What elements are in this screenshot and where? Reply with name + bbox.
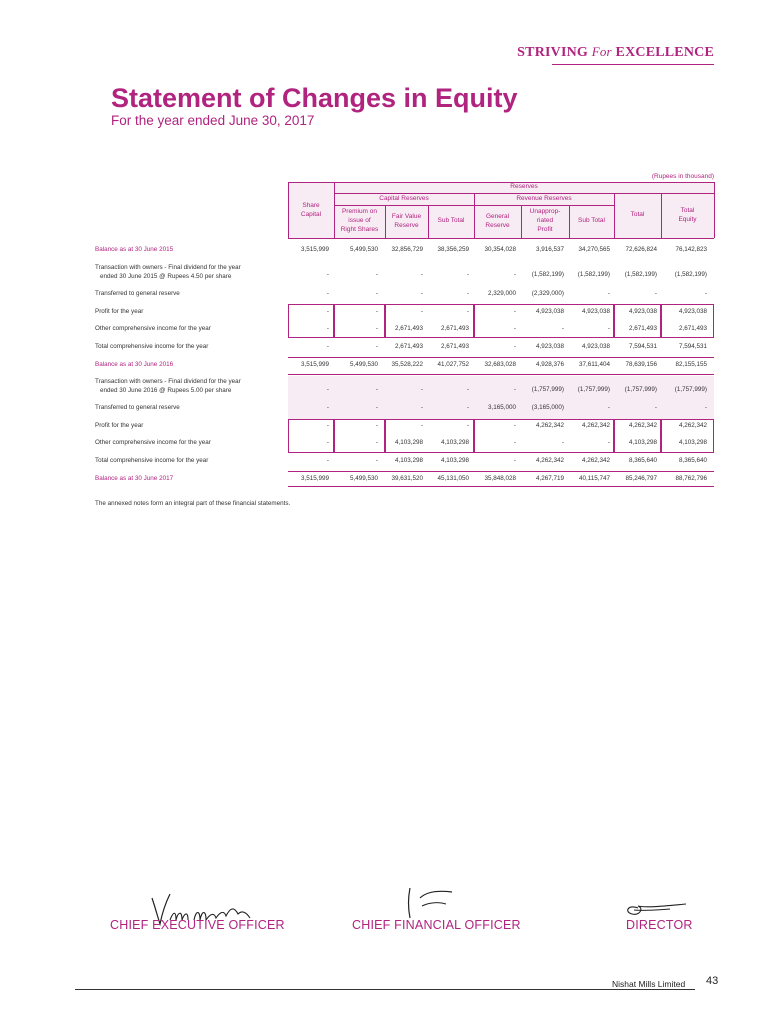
table-cell: - [326,386,329,393]
header-total-equity: Total Equity [678,206,697,223]
table-cell: 5,499,530 [349,475,378,482]
table-cell: - [420,404,423,411]
table-cell: - [704,290,707,297]
table-cell: 2,671,493 [394,325,423,332]
table-cell: - [420,422,423,429]
table-cell: - [607,404,610,411]
table-cell: 35,848,028 [484,475,516,482]
row-label: Other comprehensive income for the year [95,325,211,332]
table-cell: (1,582,199) [577,271,610,278]
table-cell: 5,499,530 [349,361,378,368]
row-label: Transferred to general reserve [95,290,180,297]
table-cell: - [607,439,610,446]
unit-note: (Rupees in thousand) [651,173,714,180]
table-cell: 4,262,342 [535,457,564,464]
table-cell: - [513,422,516,429]
header-total: Total [630,211,645,219]
table-cell: 4,923,038 [535,308,564,315]
table-row [288,386,714,396]
footnote: The annexed notes form an integral part of these financial statements. [95,500,291,507]
row-label: Balance as at 30 June 2015 [95,246,174,253]
table-cell: (1,582,199) [531,271,564,278]
table-cell: 2,671,493 [678,325,707,332]
table-cell: 4,262,342 [581,457,610,464]
header-unappropriated: Unapprop- riated Profit [529,208,561,233]
row-label: Profit for the year [95,422,144,429]
table-cell: - [375,439,378,446]
table-cell: 82,155,155 [675,361,707,368]
table-row [288,457,714,467]
table-cell: 3,916,537 [535,246,564,253]
table-cell: - [326,439,329,446]
header-share-capital: Share Capital [300,202,322,218]
vline-10 [714,182,715,238]
row-label: Balance as at 30 June 2017 [95,475,174,482]
table-cell: - [561,325,564,332]
row-label: Transferred to general reserve [95,404,180,411]
table-cell: - [375,404,378,411]
table-cell: 4,103,298 [440,457,469,464]
table-cell: - [420,386,423,393]
header-fair-value: Fair Value Reserve [391,212,422,229]
table-cell: 30,354,028 [484,246,516,253]
header-revenue-reserves: Revenue Reserves [516,194,572,202]
table-cell: - [466,308,469,315]
table-cell: 2,671,493 [628,325,657,332]
table-cell: (1,757,999) [531,386,564,393]
header-reserves: Reserves [510,183,538,191]
table-row [288,404,714,414]
rule-below-2017 [288,486,714,487]
row-label: Profit for the year [95,308,144,315]
ceo-title: CHIEF EXECUTIVE OFFICER [110,918,285,932]
table-cell: (1,757,999) [577,386,610,393]
table-cell: - [375,457,378,464]
brand-tagline: STRIVING For EXCELLENCE [517,44,714,60]
table-cell: - [326,422,329,429]
table-cell: 39,631,520 [391,475,423,482]
table-cell: 40,115,747 [578,475,610,482]
row-label: Transaction with owners - Final dividend for the year ended 30 June 2015 @ Rupees 4.50 per share [95,264,241,280]
table-cell: - [466,271,469,278]
table-cell: - [420,308,423,315]
table-cell: 4,923,038 [535,343,564,350]
table-cell: (2,329,000) [531,290,564,297]
table-cell: 4,103,298 [394,439,423,446]
table-cell: 38,356,259 [437,246,469,253]
table-cell: 7,594,531 [628,343,657,350]
table-cell: - [654,404,657,411]
table-cell: 32,856,729 [391,246,423,253]
table-cell: 4,267,719 [535,475,564,482]
table-cell: - [375,422,378,429]
table-cell: 4,923,038 [678,308,707,315]
table-cell: 4,262,342 [581,422,610,429]
table-cell: - [513,325,516,332]
page-title: Statement of Changes in Equity [111,83,518,113]
table-cell: - [326,457,329,464]
page-number: 43 [706,975,719,987]
table-cell: - [375,325,378,332]
table-cell: 3,515,999 [300,246,329,253]
table-cell: 41,027,752 [437,361,469,368]
table-cell: 7,594,531 [678,343,707,350]
table-cell: 2,671,493 [440,325,469,332]
director-title: DIRECTOR [626,918,693,932]
table-cell: - [326,404,329,411]
table-row [288,246,714,256]
table-cell: - [607,325,610,332]
table-cell: - [466,404,469,411]
table-cell: - [466,290,469,297]
header-capital-reserves: Capital Reserves [379,194,429,202]
table-cell: - [375,308,378,315]
page-subtitle: For the year ended June 30, 2017 [111,113,315,128]
table-cell: - [704,404,707,411]
table-cell: 2,329,000 [487,290,516,297]
table-row [288,343,714,353]
table-cell: - [326,290,329,297]
rule-below-2016 [288,374,714,375]
table-cell: - [561,439,564,446]
table-cell: (1,582,199) [674,271,707,278]
table-cell: 45,131,050 [437,475,469,482]
row-label: Balance as at 30 June 2016 [95,361,174,368]
table-cell: - [375,343,378,350]
rule-above-2017 [288,471,714,472]
table-cell: - [513,308,516,315]
table-cell: - [420,271,423,278]
brand-underline [552,64,714,65]
table-cell: - [466,422,469,429]
table-cell: - [513,439,516,446]
table-cell: 5,499,530 [349,246,378,253]
table-cell: 78,639,156 [625,361,657,368]
table-row [288,325,714,335]
table-cell: (1,757,999) [624,386,657,393]
table-cell: - [513,271,516,278]
header-general-reserve: General Reserve [485,212,510,229]
table-row [288,308,714,318]
cfo-title: CHIEF FINANCIAL OFFICER [352,918,521,932]
table-cell: 3,165,000 [487,404,516,411]
row-label: Other comprehensive income for the year [95,439,211,446]
table-cell: 35,528,222 [391,361,423,368]
table-cell: 4,923,038 [628,308,657,315]
table-row [288,475,714,485]
table-cell: 3,515,999 [300,475,329,482]
row-label: Total comprehensive income for the year [95,457,209,464]
table-cell: (3,165,000) [531,404,564,411]
table-cell: - [654,290,657,297]
table-cell: - [326,325,329,332]
table-cell: - [466,386,469,393]
table-cell: - [326,271,329,278]
table-cell: - [513,457,516,464]
table-row [288,271,714,281]
rule-above-2016 [288,357,714,358]
table-cell: 76,142,823 [675,246,707,253]
footer-rule [75,989,695,990]
table-row [288,439,714,449]
table-cell: 85,246,797 [625,475,657,482]
table-cell: 4,103,298 [678,439,707,446]
table-cell: 88,762,796 [675,475,707,482]
director-signature [620,894,690,920]
header-sub-total-revenue: Sub Total [578,217,605,225]
row-label: Total comprehensive income for the year [95,343,209,350]
header-premium: Premium on issue of Right Shares [340,208,379,233]
table-row [288,290,714,300]
header-bottom-line [288,238,714,239]
table-cell: - [513,343,516,350]
company-name: Nishat Mills Limited [612,979,686,989]
table-cell: 2,671,493 [394,343,423,350]
table-cell: 4,103,298 [440,439,469,446]
table-row [288,422,714,432]
table-cell: 8,365,640 [678,457,707,464]
table-cell: - [326,343,329,350]
table-cell: (1,582,199) [624,271,657,278]
table-cell: 4,262,342 [678,422,707,429]
table-cell: 34,270,565 [578,246,610,253]
table-cell: (1,757,999) [674,386,707,393]
table-cell: 4,262,342 [628,422,657,429]
table-cell: 4,103,298 [394,457,423,464]
table-cell: 4,928,376 [535,361,564,368]
table-cell: - [607,290,610,297]
table-cell: 4,103,298 [628,439,657,446]
table-cell: - [420,290,423,297]
header-sub-total-capital: Sub Total [437,217,465,225]
table-cell: 8,365,640 [628,457,657,464]
row-label: Transaction with owners - Final dividend for the year ended 30 June 2016 @ Rupees 5.00 per share [95,378,241,394]
table-cell: - [375,386,378,393]
table-cell: 37,611,404 [578,361,610,368]
table-cell: 4,923,038 [581,343,610,350]
table-cell: 2,671,493 [440,343,469,350]
table-cell: - [513,386,516,393]
table-cell: - [375,271,378,278]
table-cell: - [326,308,329,315]
table-cell: 4,262,342 [535,422,564,429]
table-row [288,361,714,371]
table-cell: 3,515,999 [300,361,329,368]
table-cell: 4,923,038 [581,308,610,315]
table-cell: - [375,290,378,297]
table-cell: 32,683,028 [484,361,516,368]
table-cell: 72,626,824 [625,246,657,253]
